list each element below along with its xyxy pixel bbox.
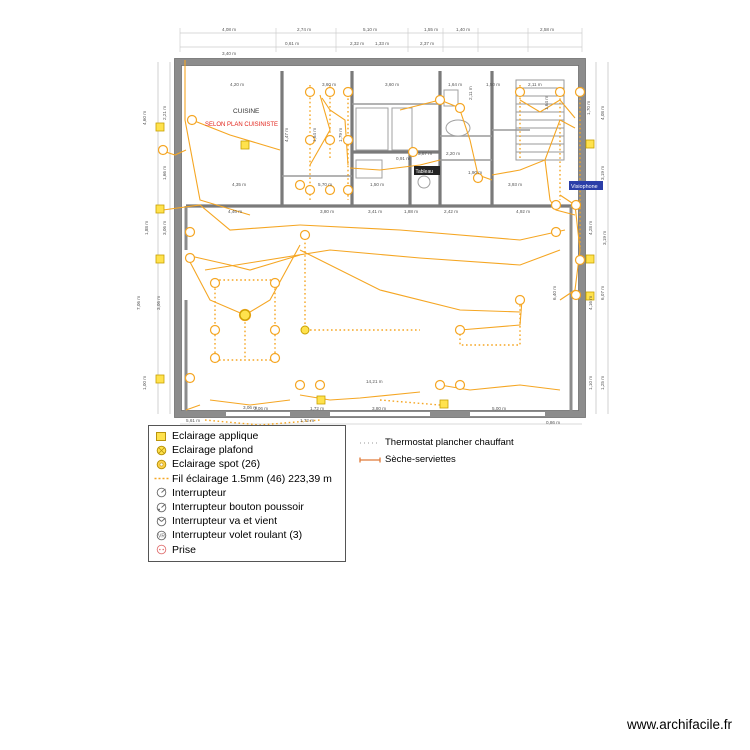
svg-text:3,87 m: 3,87 m xyxy=(418,151,433,156)
svg-text:3,93 m: 3,93 m xyxy=(508,182,523,187)
spot-icon xyxy=(153,458,169,471)
svg-text:4,46 m: 4,46 m xyxy=(228,209,243,214)
svg-text:3,80 m: 3,80 m xyxy=(372,406,387,411)
svg-text:2,37 m: 2,37 m xyxy=(420,41,435,46)
svg-text:4,08 m: 4,08 m xyxy=(222,27,237,32)
legend-item-label: Interrupteur volet roulant (3) xyxy=(172,529,303,542)
volet-roulant-icon xyxy=(153,529,169,542)
svg-text:4,20 m: 4,20 m xyxy=(230,82,245,87)
svg-text:2,11 m: 2,11 m xyxy=(468,86,473,100)
legend-item xyxy=(153,514,341,528)
svg-text:3,41 m: 3,41 m xyxy=(368,209,383,214)
svg-text:7,06 m: 7,06 m xyxy=(136,295,141,310)
svg-text:1,00 m: 1,00 m xyxy=(142,375,147,390)
thermostat-icon xyxy=(355,438,385,448)
svg-text:Visiophone: Visiophone xyxy=(571,184,598,190)
svg-text:1,64 m: 1,64 m xyxy=(312,127,317,142)
svg-text:3,60 m: 3,60 m xyxy=(385,82,400,87)
legend-item xyxy=(153,429,341,443)
svg-text:2,32 m: 2,32 m xyxy=(350,41,365,46)
svg-text:1,64 m: 1,64 m xyxy=(448,82,463,87)
legend-item xyxy=(153,472,341,486)
svg-text:4,16 m: 4,16 m xyxy=(588,295,593,310)
prise-icon xyxy=(153,543,169,556)
svg-text:3,06 m: 3,06 m xyxy=(243,405,258,410)
room-label-cuisine: CUISINE xyxy=(233,108,260,115)
svg-text:4,35 m: 4,35 m xyxy=(232,182,247,187)
legend-item xyxy=(153,500,341,514)
svg-text:14,21 m: 14,21 m xyxy=(366,379,383,384)
legend-panel xyxy=(148,425,346,562)
svg-text:1,55 m: 1,55 m xyxy=(424,27,439,32)
legend-item-label: Thermostat plancher chauffant xyxy=(385,437,514,448)
svg-text:5,70 m: 5,70 m xyxy=(318,182,333,187)
fil-eclairage-icon xyxy=(153,472,169,485)
svg-text:1,50 m: 1,50 m xyxy=(486,82,501,87)
legend-item-label: Interrupteur bouton poussoir xyxy=(172,501,304,514)
legend-item-label: Eclairage applique xyxy=(172,430,259,443)
svg-text:1,40 m: 1,40 m xyxy=(456,27,471,32)
legend-item-label: Sèche-serviettes xyxy=(385,454,456,465)
svg-text:5,61 m: 5,61 m xyxy=(186,418,201,423)
site-watermark: www.archifacile.fr xyxy=(626,717,732,732)
svg-text:1,72 m: 1,72 m xyxy=(310,406,325,411)
tableau-electrique-tag xyxy=(414,166,440,175)
svg-text:3,06 m: 3,06 m xyxy=(254,406,269,411)
svg-text:VR: VR xyxy=(157,533,165,540)
room-note-cuisine: SELON PLAN CUISINISTE xyxy=(205,122,279,128)
svg-text:4,60 m: 4,60 m xyxy=(142,110,147,125)
svg-text:5,10 m: 5,10 m xyxy=(363,27,378,32)
legend-item xyxy=(153,543,341,557)
svg-text:1,90 m: 1,90 m xyxy=(468,170,483,175)
svg-text:1,72 m: 1,72 m xyxy=(300,418,315,423)
svg-text:3,40 m: 3,40 m xyxy=(222,51,237,56)
svg-text:1,10 m: 1,10 m xyxy=(588,375,593,390)
svg-text:4,28 m: 4,28 m xyxy=(588,220,593,235)
svg-text:0,91 m: 0,91 m xyxy=(396,156,411,161)
plafond-icon xyxy=(153,444,169,457)
svg-text:3,19 m: 3,19 m xyxy=(600,165,605,180)
legend-item xyxy=(153,457,341,471)
va-et-vient-icon xyxy=(153,515,169,528)
applique-icon xyxy=(153,430,169,443)
svg-text:2,42 m: 2,42 m xyxy=(444,209,459,214)
svg-text:3,06 m: 3,06 m xyxy=(162,220,167,235)
legend-item-label: Interrupteur va et vient xyxy=(172,515,278,528)
legend-item-label: Prise xyxy=(172,543,196,556)
svg-text:1,64 m: 1,64 m xyxy=(544,95,549,110)
legend-item-label: Eclairage plafond xyxy=(172,444,254,457)
seche-serviettes-icon xyxy=(355,455,385,465)
interrupteur-icon xyxy=(153,486,169,499)
legend-item xyxy=(153,486,341,500)
legend-item xyxy=(153,443,341,457)
svg-text:6,40 m: 6,40 m xyxy=(552,285,557,300)
visiophone-tag xyxy=(569,181,603,190)
svg-text:3,19 m: 3,19 m xyxy=(602,230,607,245)
legend-item xyxy=(355,451,605,468)
legend-item-label: Fil éclairage 1.5mm (46) 223,39 m xyxy=(172,472,332,485)
svg-text:0,86 m: 0,86 m xyxy=(546,420,561,425)
svg-text:Tableau: Tableau xyxy=(415,169,434,175)
bouton-poussoir-icon xyxy=(153,501,169,514)
svg-text:3,06 m: 3,06 m xyxy=(156,295,161,310)
svg-text:1,70 m: 1,70 m xyxy=(586,100,591,115)
legend-item xyxy=(355,434,605,451)
svg-text:5,00 m: 5,00 m xyxy=(492,406,507,411)
svg-text:4,47 m: 4,47 m xyxy=(284,127,289,142)
legend-panel-secondary xyxy=(355,434,605,468)
svg-text:2,58 m: 2,58 m xyxy=(540,27,555,32)
svg-text:1,88 m: 1,88 m xyxy=(144,220,149,235)
svg-text:3,80 m: 3,80 m xyxy=(320,209,335,214)
svg-text:2,21 m: 2,21 m xyxy=(162,105,167,120)
svg-text:4,08 m: 4,08 m xyxy=(600,105,605,120)
svg-text:2,74 m: 2,74 m xyxy=(297,27,312,32)
svg-text:1,50 m: 1,50 m xyxy=(370,182,385,187)
svg-text:4,92 m: 4,92 m xyxy=(516,209,531,214)
svg-text:1,66 m: 1,66 m xyxy=(162,165,167,180)
legend-item-label: Eclairage spot (26) xyxy=(172,458,261,471)
svg-text:1,88 m: 1,88 m xyxy=(404,209,419,214)
legend-item-label: Interrupteur xyxy=(172,486,227,499)
svg-text:1,25 m: 1,25 m xyxy=(600,375,605,390)
svg-text:0,61 m: 0,61 m xyxy=(285,41,300,46)
svg-text:6,07 m: 6,07 m xyxy=(600,285,605,300)
svg-text:1,79 m: 1,79 m xyxy=(338,127,343,142)
legend-item xyxy=(153,528,341,542)
svg-text:2,20 m: 2,20 m xyxy=(446,151,461,156)
svg-text:3,60 m: 3,60 m xyxy=(322,82,337,87)
svg-text:1,33 m: 1,33 m xyxy=(375,41,390,46)
svg-text:2,11 m: 2,11 m xyxy=(528,82,542,87)
